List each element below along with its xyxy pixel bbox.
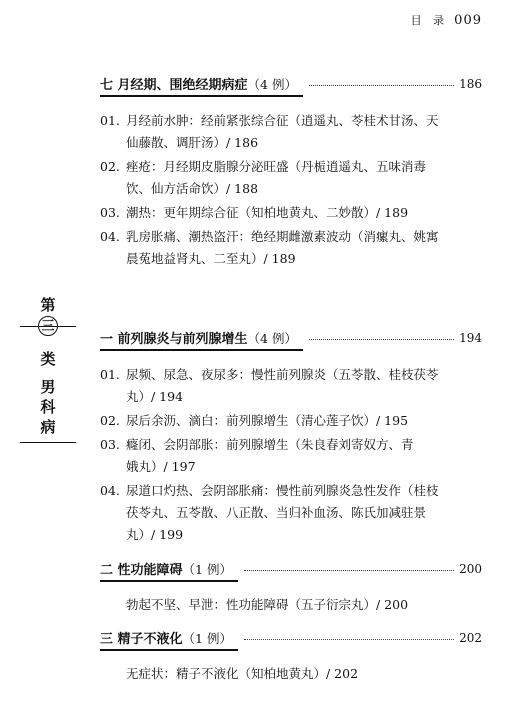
toc-entry[interactable]: 02. 尿后余沥、滴白：前列腺增生（清心莲子饮）/ 195 xyxy=(100,413,409,428)
leader-dots xyxy=(309,339,454,340)
toc-entry[interactable]: 无症状：精子不液化（知柏地黄丸）/ 202 xyxy=(126,666,359,681)
section-title: 二 性功能障碍（1 例） xyxy=(100,561,238,582)
section-page: 194 xyxy=(459,331,482,345)
toc-entry-cont: 饮、仙方活命饮）/ 188 xyxy=(126,181,259,196)
section-heading[interactable] xyxy=(100,630,482,652)
leader-dots xyxy=(244,570,454,571)
toc-entry-cont: 晨菟地益肾丸、二至丸）/ 189 xyxy=(126,251,296,266)
toc-entry-cont: 娥丸）/ 197 xyxy=(126,459,196,474)
toc-entry-cont: 丸）/ 199 xyxy=(126,527,184,542)
toc-entry[interactable]: 勃起不坚、早泄：性功能障碍（五子衍宗丸）/ 200 xyxy=(126,597,409,612)
section-page: 202 xyxy=(459,631,482,645)
toc-entry[interactable]: 03. 癃闭、会阴部胀：前列腺增生（朱良春刘寄奴方、青 xyxy=(100,437,414,452)
toc-entry[interactable]: 01. 月经前水肿：经前紧张综合征（逍遥丸、苓桂术甘汤、天 xyxy=(100,113,439,128)
toc-entry[interactable]: 03. 潮热：更年期综合征（知柏地黄丸、二妙散）/ 189 xyxy=(100,205,409,220)
section-page: 200 xyxy=(459,562,482,576)
section-heading[interactable] xyxy=(100,76,482,98)
side-char: 病 xyxy=(40,418,56,436)
toc-entry[interactable]: 02. 痤疮：月经期皮脂腺分泌旺盛（丹栀逍遥丸、五味消毒 xyxy=(100,159,427,174)
section-title: 七 月经期、围绝经期病症（4 例） xyxy=(100,76,303,97)
section-title: 三 精子不液化（1 例） xyxy=(100,630,238,651)
leader-dots xyxy=(244,639,454,640)
toc-entry[interactable]: 04. 乳房胀痛、潮热盗汗：绝经期雌激素波动（消瘰丸、姚寓 xyxy=(100,229,439,244)
toc-entry[interactable]: 01. 尿频、尿急、夜尿多：慢性前列腺炎（五苓散、桂枝茯苓 xyxy=(100,367,439,382)
toc-entry-cont: 茯苓丸、五苓散、八正散、当归补血汤、陈氏加减驻景 xyxy=(126,505,427,520)
page-header xyxy=(411,12,482,28)
side-char: 第 xyxy=(40,296,56,314)
side-char: 男 xyxy=(40,378,56,396)
section-title: 一 前列腺炎与前列腺增生（4 例） xyxy=(100,330,303,351)
side-char: 科 xyxy=(40,398,56,416)
toc-entry-cont: 丸）/ 194 xyxy=(126,389,184,404)
side-circle-number: 三 xyxy=(38,316,58,336)
toc-entry-cont: 仙藤散、调肝汤）/ 186 xyxy=(126,135,259,150)
side-char: 类 xyxy=(40,350,56,368)
side-rule xyxy=(20,442,76,443)
section-heading[interactable] xyxy=(100,561,482,583)
section-heading[interactable] xyxy=(100,330,482,352)
section-page: 186 xyxy=(459,77,482,91)
header-label: 目 录 xyxy=(410,14,449,27)
toc-entry[interactable]: 04. 尿道口灼热、会阴部胀痛：慢性前列腺炎急性发作（桂枝 xyxy=(100,483,439,498)
leader-dots xyxy=(309,85,454,86)
header-page-number: 009 xyxy=(454,13,482,28)
